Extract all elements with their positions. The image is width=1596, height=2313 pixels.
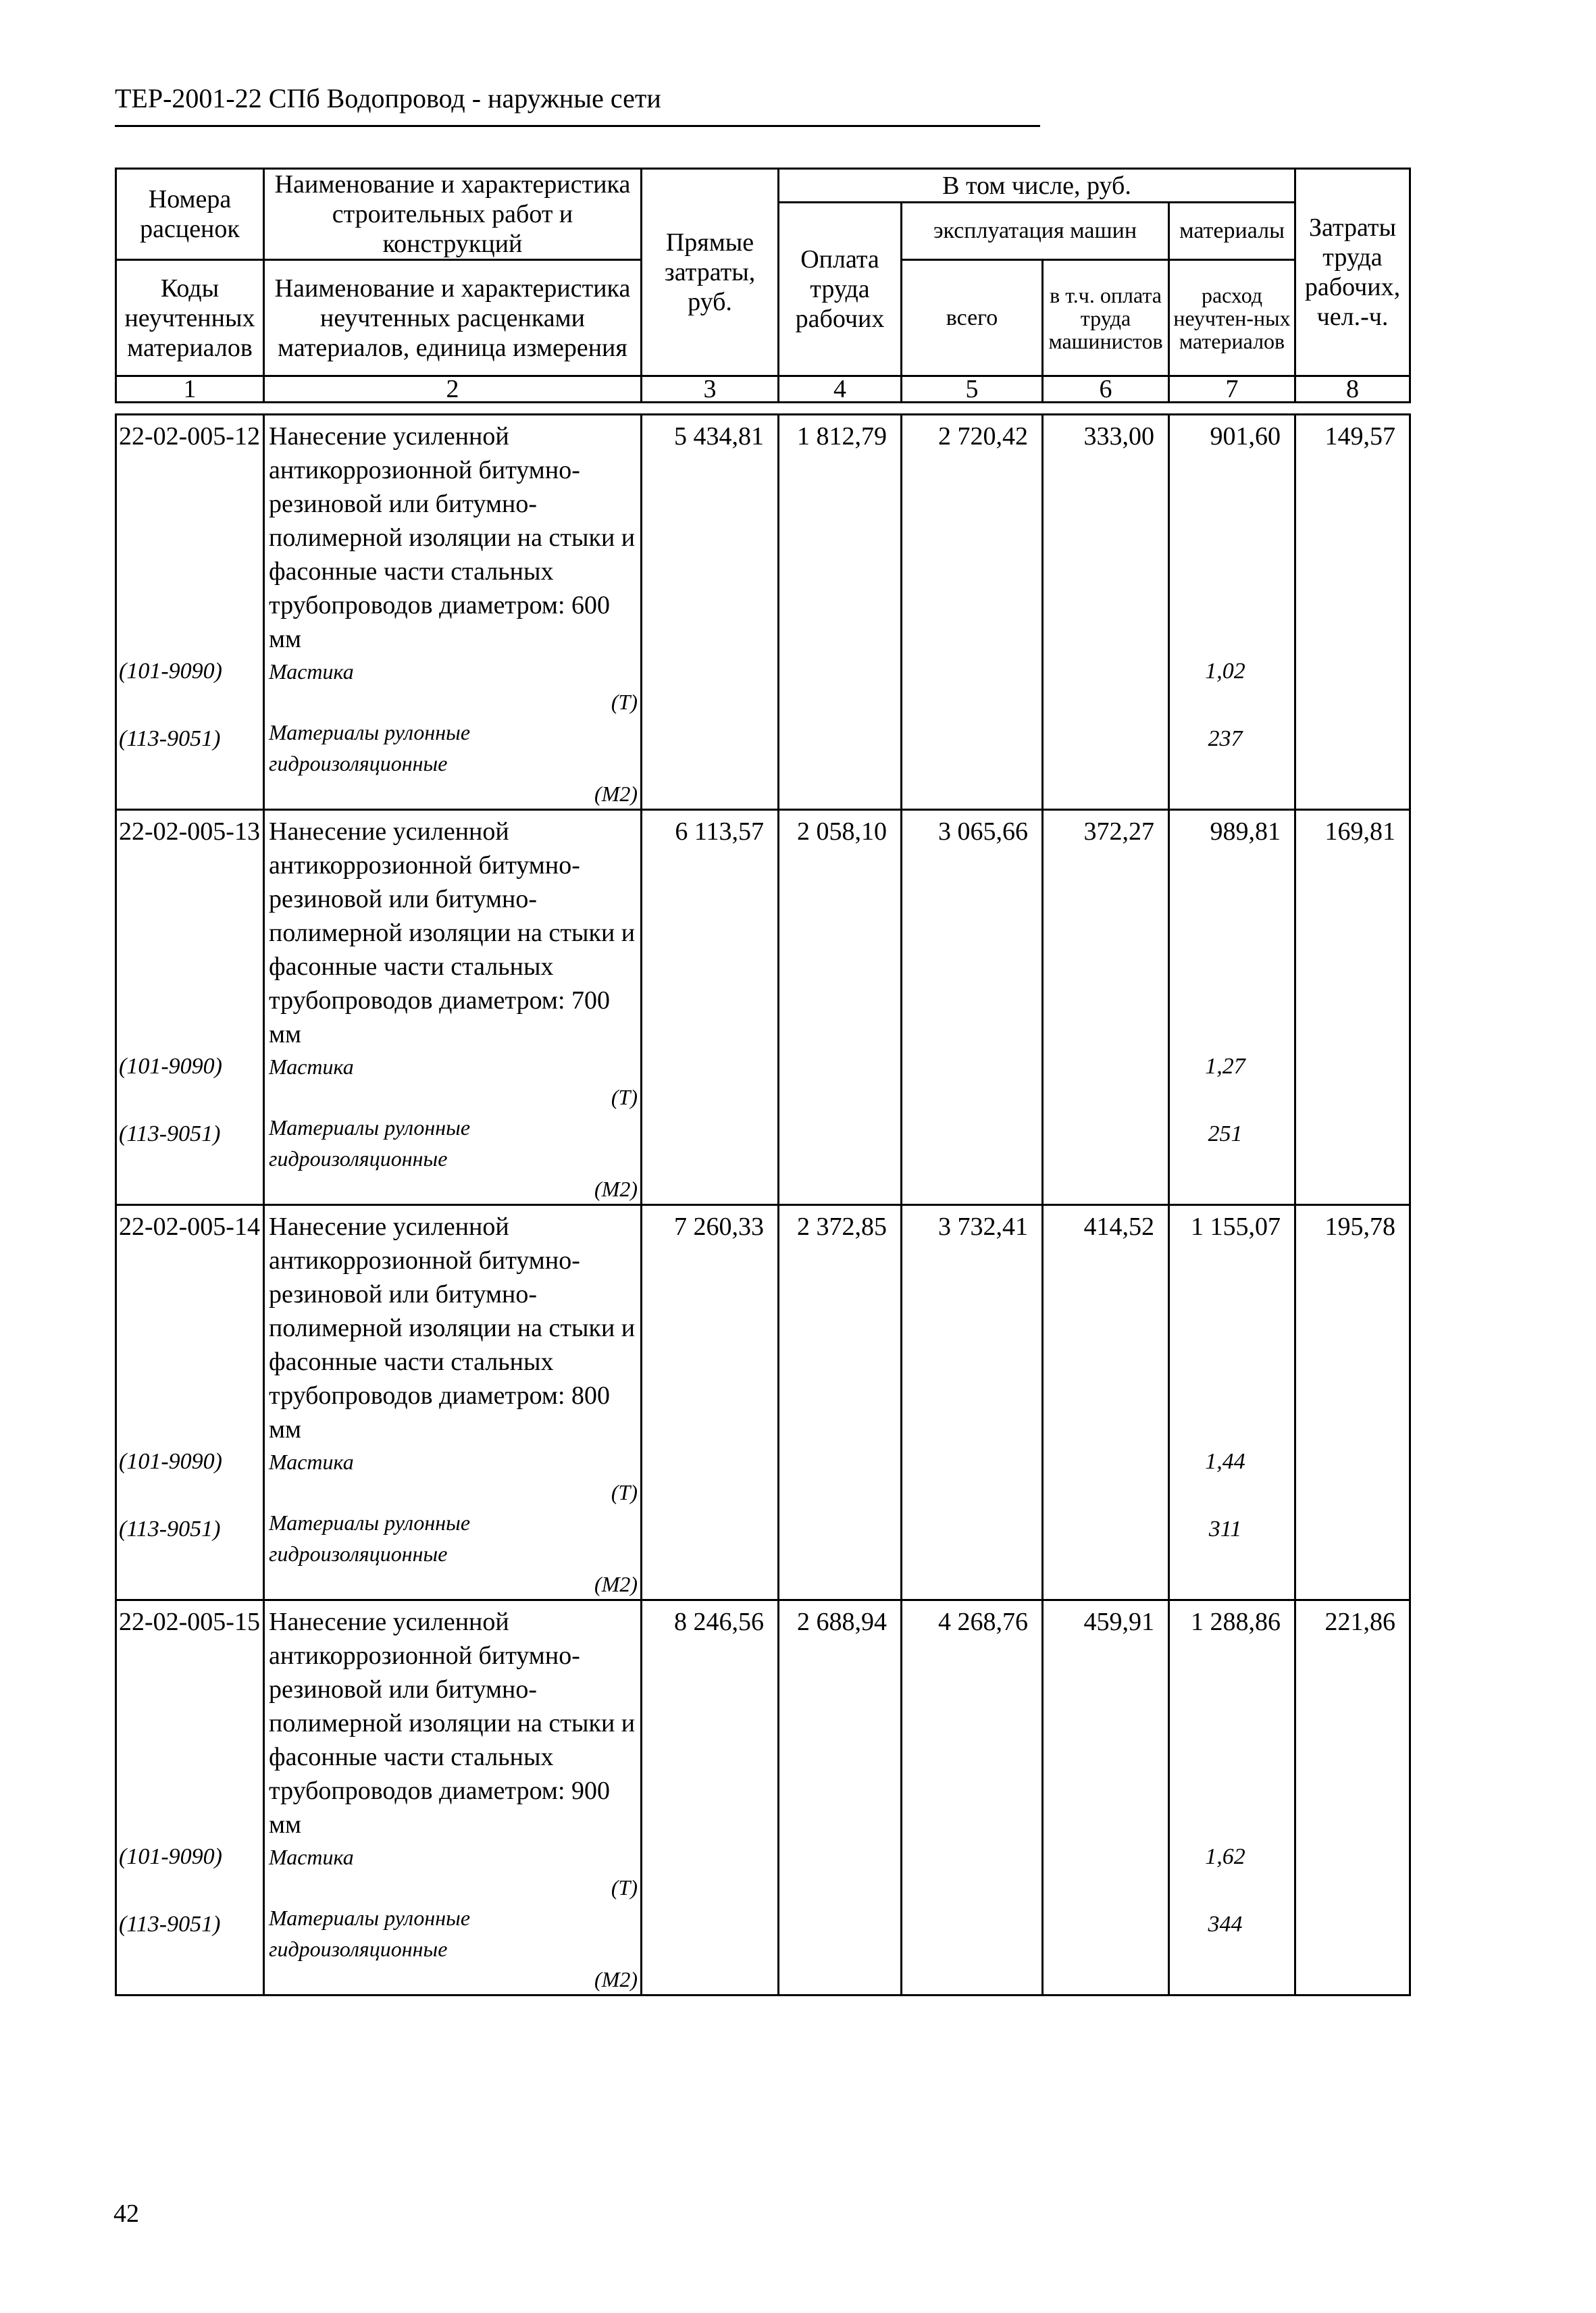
rate-code: 22-02-005-15	[119, 1608, 260, 1636]
materials-cell	[1169, 1600, 1295, 1996]
labor-pay: 2 688,94	[779, 1600, 902, 1996]
material-unit: (Т)	[611, 690, 638, 714]
rate-name-cell	[264, 1600, 642, 1996]
rate-code: 22-02-005-12	[119, 422, 260, 451]
rates-table	[115, 413, 1411, 1996]
material-unit: (М2)	[594, 1967, 638, 1991]
header-number: 4	[779, 376, 902, 403]
material-unit: (Т)	[611, 1480, 638, 1504]
rate-code-cell	[116, 1600, 264, 1996]
rate-code-cell	[116, 1205, 264, 1600]
direct-costs: 5 434,81	[642, 415, 779, 810]
material-consumption: 311	[1208, 1517, 1242, 1542]
rate-code-cell	[116, 810, 264, 1205]
header-col1-top: Номера расценок	[116, 169, 264, 260]
materials-cost: 1 155,07	[1191, 1213, 1281, 1241]
machinists-pay: 372,27	[1043, 810, 1169, 1205]
machines-total: 3 732,41	[902, 1205, 1043, 1600]
header-number: 7	[1169, 376, 1295, 403]
header-col2-bottom: Наименование и характеристика неучтенных расценками материалов, единица измерения	[264, 260, 642, 376]
materials-cell	[1169, 1205, 1295, 1600]
direct-costs: 7 260,33	[642, 1205, 779, 1600]
labor-hours: 221,86	[1295, 1600, 1410, 1996]
labor-hours: 195,78	[1295, 1205, 1410, 1600]
material-code: (101-9090)	[119, 1449, 222, 1474]
header-col1-bottom: Коды неучтенных материалов	[116, 260, 264, 376]
material-unit: (Т)	[611, 1085, 638, 1109]
title-rule	[115, 125, 1040, 127]
rate-name-cell	[264, 810, 642, 1205]
material-unit: (Т)	[611, 1875, 638, 1900]
direct-costs: 6 113,57	[642, 810, 779, 1205]
work-name: Нанесение усиленной антикоррозионной битумно-резиновой или битумно-полимерной изоляции на стыки и фасонные части стальных трубопроводов диаметром: 700 мм	[269, 817, 636, 1048]
material-name: Мастика	[269, 1845, 354, 1869]
labor-pay: 2 058,10	[779, 810, 902, 1205]
material-name: Мастика	[269, 659, 354, 684]
material-name: Материалы рулонные гидроизоляционные	[269, 1906, 471, 1961]
header-number: 5	[902, 376, 1043, 403]
material-code: (113-9051)	[119, 1121, 221, 1146]
header-number: 8	[1295, 376, 1410, 403]
machines-total: 2 720,42	[902, 415, 1043, 810]
header-col7: расход неучтен-ных материалов	[1169, 260, 1295, 376]
materials-cell	[1169, 810, 1295, 1205]
header-group-title: В том числе, руб.	[779, 169, 1295, 203]
materials-cost: 901,60	[1210, 422, 1281, 451]
header-number: 3	[642, 376, 779, 403]
header-col6: в т.ч. оплата труда машинистов	[1043, 260, 1169, 376]
material-consumption: 1,62	[1205, 1844, 1245, 1869]
rate-name-cell	[264, 1205, 642, 1600]
material-name: Мастика	[269, 1450, 354, 1474]
material-consumption: 1,44	[1205, 1449, 1245, 1474]
material-consumption: 237	[1208, 726, 1243, 751]
header-col2-top: Наименование и характеристика строительных работ и конструкций	[264, 169, 642, 260]
header-number: 1	[116, 376, 264, 403]
machinists-pay: 414,52	[1043, 1205, 1169, 1600]
material-consumption: 344	[1208, 1912, 1243, 1937]
table-row	[116, 1600, 1410, 1996]
header-number: 6	[1043, 376, 1169, 403]
header-machines-group: эксплуатация машин	[902, 203, 1169, 260]
rate-code-cell	[116, 415, 264, 810]
materials-cost: 1 288,86	[1191, 1608, 1281, 1636]
material-code: (113-9051)	[119, 1517, 221, 1542]
material-code: (101-9090)	[119, 1054, 222, 1079]
material-unit: (М2)	[594, 1572, 638, 1596]
machinists-pay: 333,00	[1043, 415, 1169, 810]
table-row	[116, 415, 1410, 810]
table-header	[115, 168, 1411, 403]
work-name: Нанесение усиленной антикоррозионной битумно-резиновой или битумно-полимерной изоляции на стыки и фасонные части стальных трубопроводов диаметром: 900 мм	[269, 1608, 636, 1839]
material-name: Мастика	[269, 1054, 354, 1079]
material-unit: (М2)	[594, 782, 638, 806]
rate-code: 22-02-005-13	[119, 817, 260, 846]
header-materials-group: материалы	[1169, 203, 1295, 260]
material-code: (101-9090)	[119, 1844, 222, 1869]
material-consumption: 1,02	[1205, 659, 1245, 684]
machinists-pay: 459,91	[1043, 1600, 1169, 1996]
material-code: (113-9051)	[119, 1912, 221, 1937]
materials-cell	[1169, 415, 1295, 810]
table-row	[116, 1205, 1410, 1600]
material-unit: (М2)	[594, 1177, 638, 1201]
header-col5: всего	[902, 260, 1043, 376]
material-name: Материалы рулонные гидроизоляционные	[269, 1510, 471, 1566]
material-code: (113-9051)	[119, 726, 221, 751]
direct-costs: 8 246,56	[642, 1600, 779, 1996]
material-consumption: 251	[1208, 1121, 1243, 1146]
page-number: 42	[113, 2200, 139, 2228]
rate-name-cell	[264, 415, 642, 810]
header-col4: Оплата труда рабочих	[779, 203, 902, 376]
header-number: 2	[264, 376, 642, 403]
header-col3: Прямые затраты, руб.	[642, 169, 779, 376]
rate-code: 22-02-005-14	[119, 1213, 260, 1241]
material-code: (101-9090)	[119, 659, 222, 684]
labor-pay: 1 812,79	[779, 415, 902, 810]
materials-cost: 989,81	[1210, 817, 1281, 846]
machines-total: 3 065,66	[902, 810, 1043, 1205]
work-name: Нанесение усиленной антикоррозионной битумно-резиновой или битумно-полимерной изоляции на стыки и фасонные части стальных трубопроводов диаметром: 800 мм	[269, 1213, 636, 1444]
material-name: Материалы рулонные гидроизоляционные	[269, 1115, 471, 1171]
labor-pay: 2 372,85	[779, 1205, 902, 1600]
document-title: ТЕР-2001-22 СПб Водопровод - наружные сети	[115, 83, 661, 113]
material-consumption: 1,27	[1205, 1054, 1245, 1079]
labor-hours: 149,57	[1295, 415, 1410, 810]
labor-hours: 169,81	[1295, 810, 1410, 1205]
header-col8: Затраты труда рабочих, чел.-ч.	[1295, 169, 1410, 376]
table-row	[116, 810, 1410, 1205]
material-name: Материалы рулонные гидроизоляционные	[269, 720, 471, 776]
machines-total: 4 268,76	[902, 1600, 1043, 1996]
work-name: Нанесение усиленной антикоррозионной битумно-резиновой или битумно-полимерной изоляции на стыки и фасонные части стальных трубопроводов диаметром: 600 мм	[269, 422, 636, 653]
